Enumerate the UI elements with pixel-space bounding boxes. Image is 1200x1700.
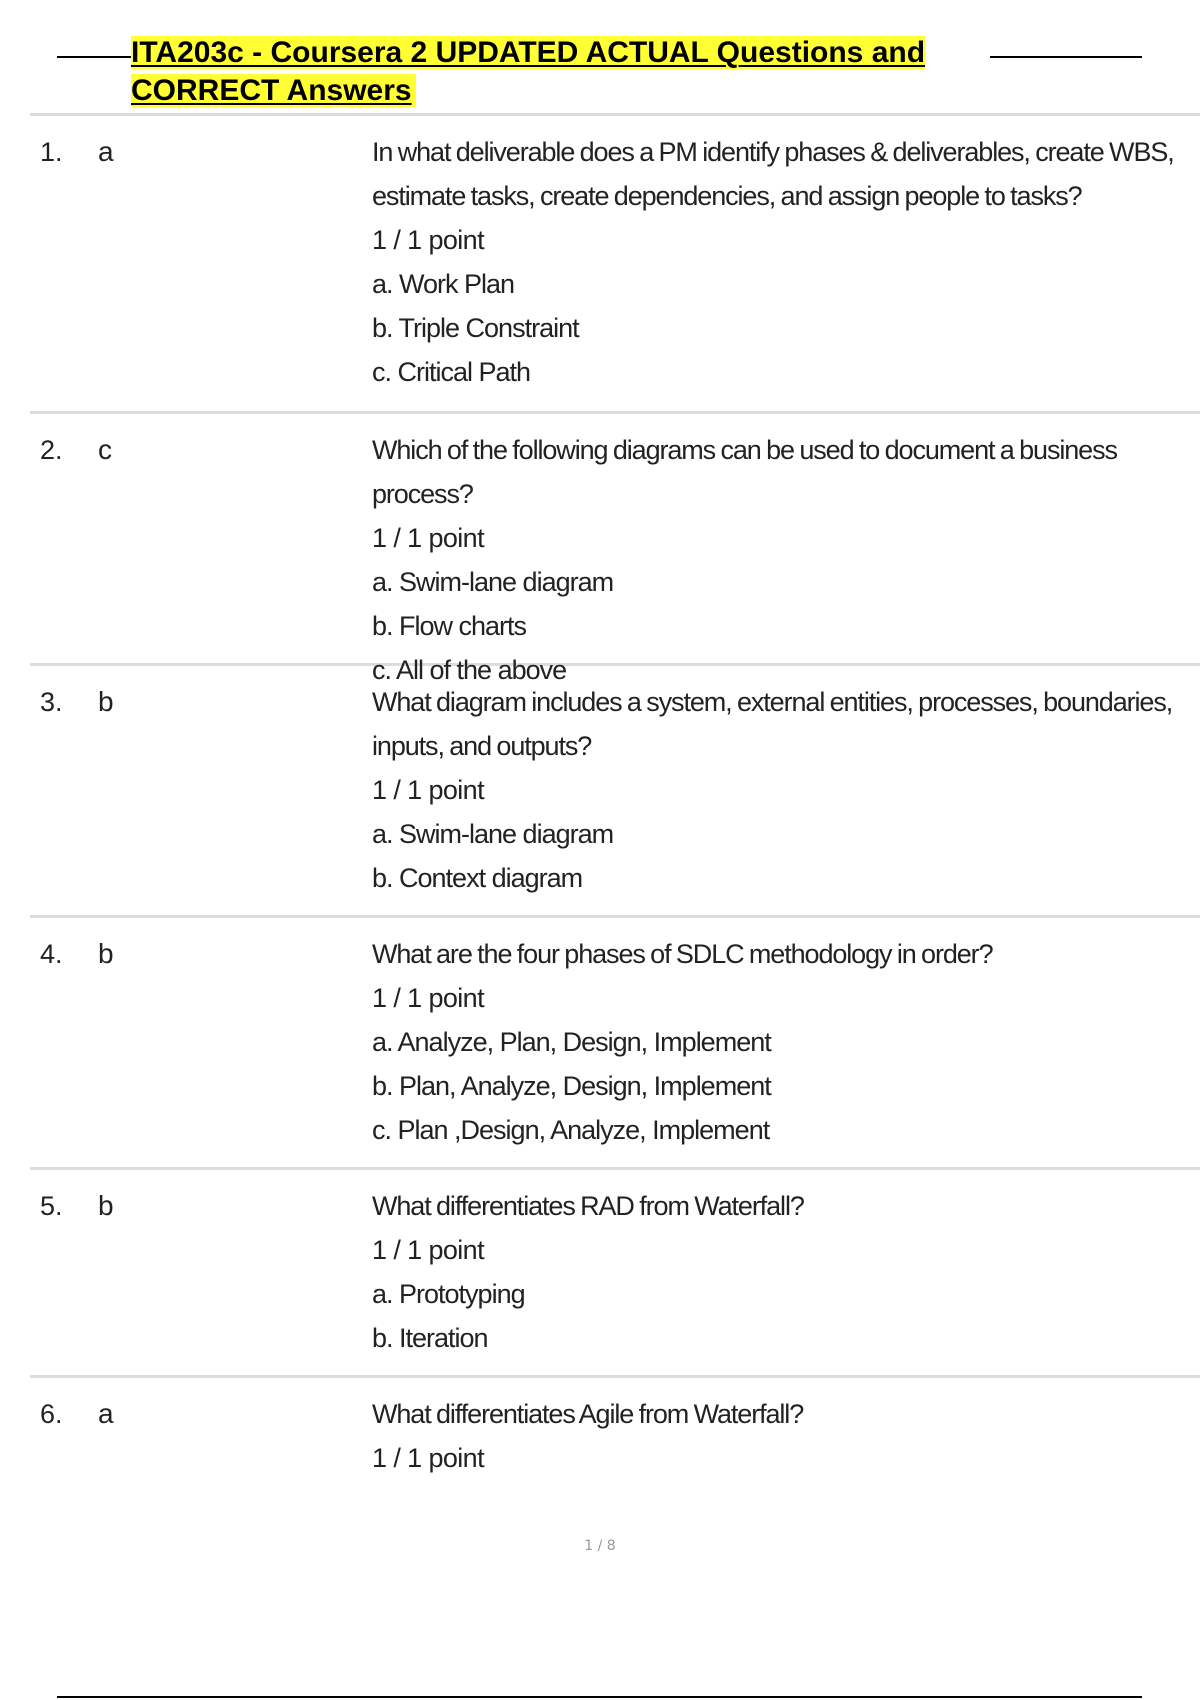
question-text: Which of the following diagrams can be used to document a business process?: [372, 435, 1117, 509]
page-number: 1 / 8: [584, 1538, 616, 1554]
question-points: 1 / 1 point: [372, 1235, 484, 1265]
question-block-5: [30, 1170, 1200, 1378]
question-number: 4.: [40, 939, 63, 969]
answer-option: c. All of the above: [372, 655, 567, 685]
answer-option: b. Triple Constraint: [372, 313, 579, 343]
answer-option: a. Prototyping: [372, 1279, 525, 1309]
question-text: In what deliverable does a PM identify phases & deliverables, create WBS, estimate tasks, create dependencies, and assign people to tasks?: [372, 137, 1174, 211]
question-text: What differentiates Agile from Waterfall?: [372, 1399, 804, 1429]
question-content: [372, 432, 1197, 692]
question-points: 1 / 1 point: [372, 523, 484, 553]
document-header: [0, 0, 1200, 110]
question-content: [372, 936, 1197, 1152]
answer-option: a. Work Plan: [372, 269, 515, 299]
question-content: [372, 1188, 1197, 1360]
correct-answer: b: [98, 686, 114, 717]
question-text: What diagram includes a system, external entities, processes, boundaries, inputs, and outputs?: [372, 687, 1173, 761]
answer-option: b. Context diagram: [372, 863, 583, 893]
footer-rule: [57, 1696, 1142, 1698]
question-points: 1 / 1 point: [372, 1443, 484, 1473]
answer-option: a. Swim-lane diagram: [372, 819, 614, 849]
question-number: 6.: [40, 1399, 63, 1429]
answer-option: c. Critical Path: [372, 357, 531, 387]
question-block-3: [30, 666, 1200, 918]
title-rule-right: [990, 56, 1142, 58]
question-number: 1.: [40, 137, 63, 167]
question-content: [372, 1396, 1197, 1480]
answer-option: c. Plan ,Design, Analyze, Implement: [372, 1115, 770, 1145]
answer-option: a. Analyze, Plan, Design, Implement: [372, 1027, 771, 1057]
question-number: 2.: [40, 435, 63, 465]
question-block-2: [30, 414, 1200, 685]
correct-answer: a: [98, 1398, 114, 1429]
question-points: 1 / 1 point: [372, 983, 484, 1013]
question-content: [372, 134, 1197, 394]
document-title: [131, 34, 1001, 110]
correct-answer: b: [98, 938, 114, 969]
question-block-6: [30, 1378, 1200, 1498]
question-content: [372, 684, 1197, 900]
document-title-text: ITA203c - Coursera 2 UPDATED ACTUAL Questions and CORRECT Answers: [131, 36, 926, 107]
question-number: 5.: [40, 1191, 63, 1221]
question-text: What differentiates RAD from Waterfall?: [372, 1191, 804, 1221]
question-text: What are the four phases of SDLC methodology in order?: [372, 939, 993, 969]
title-rule-left: [57, 56, 132, 58]
answer-option: b. Iteration: [372, 1323, 488, 1353]
question-points: 1 / 1 point: [372, 775, 484, 805]
correct-answer: b: [98, 1190, 114, 1221]
question-block-4: [30, 918, 1200, 1170]
answer-option: b. Plan, Analyze, Design, Implement: [372, 1071, 771, 1101]
answer-option: b. Flow charts: [372, 611, 527, 641]
correct-answer: c: [98, 434, 112, 465]
answer-option: a. Swim-lane diagram: [372, 567, 614, 597]
correct-answer: a: [98, 136, 114, 167]
question-points: 1 / 1 point: [372, 225, 484, 255]
question-block-1: [30, 116, 1200, 414]
question-number: 3.: [40, 687, 63, 717]
